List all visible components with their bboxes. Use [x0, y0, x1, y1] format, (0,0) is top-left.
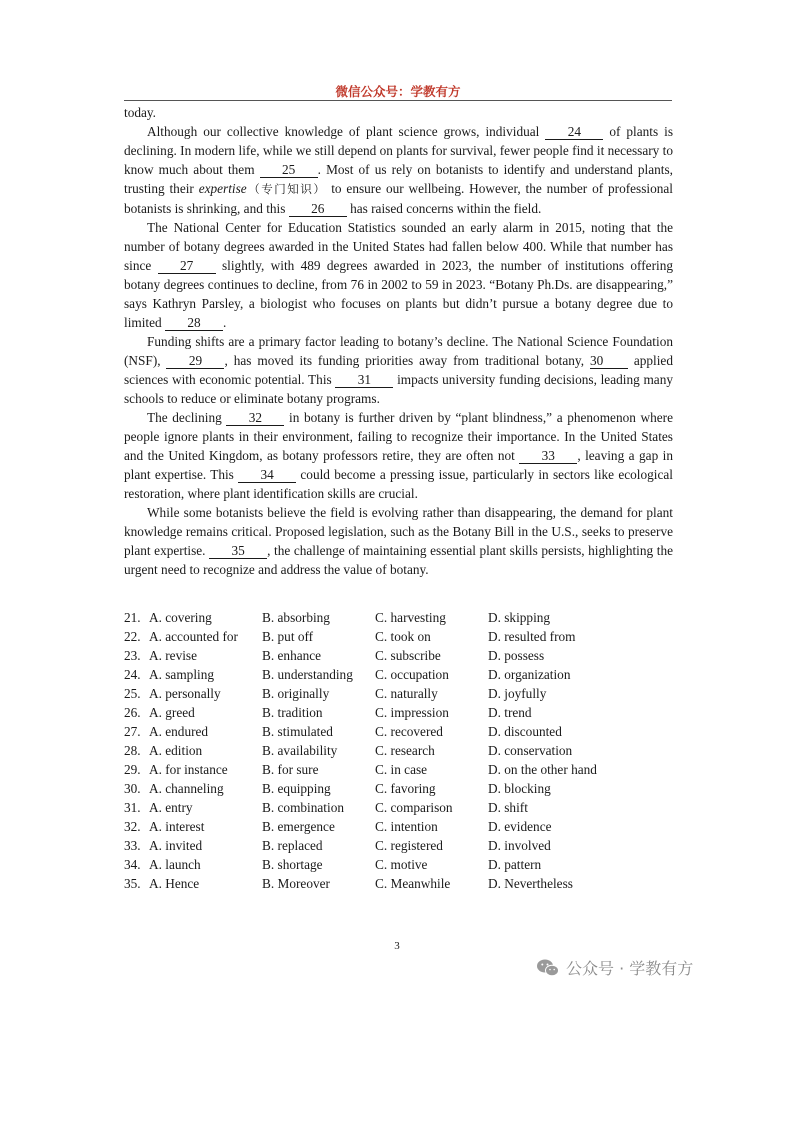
option-a: A. sampling — [149, 667, 215, 683]
option-a: A. endured — [149, 724, 209, 740]
option-row — [124, 666, 684, 685]
passage-text: could become a pressing issue, particularly in sectors like ecological restoration, where plant identification skills are crucial. — [124, 467, 673, 501]
passage-text: , leaving a gap in plant expertise. This — [124, 448, 674, 482]
blank-24: 24 — [545, 124, 603, 140]
passage-paragraph — [124, 122, 673, 218]
blank-26: 26 — [289, 201, 347, 217]
option-c: C. naturally — [375, 686, 438, 702]
option-a: A. channeling — [149, 780, 224, 796]
blank-27: 27 — [158, 258, 216, 274]
passage-text: of plants is declining. In modern life, while we still depend on plants for survival, fewer people find it necessary to know much about them — [124, 124, 673, 177]
blank-25: 25 — [260, 162, 318, 178]
blank-29: 29 — [166, 353, 224, 369]
option-number: 30. — [124, 780, 141, 796]
option-a: A. covering — [149, 610, 212, 626]
italic-term: expertise — [198, 181, 247, 196]
option-c: C. impression — [375, 705, 449, 721]
option-a: A. interest — [149, 818, 205, 834]
option-a: A. invited — [149, 837, 203, 853]
option-b: B. understanding — [262, 667, 353, 683]
option-row — [124, 855, 684, 874]
option-row — [124, 798, 684, 817]
option-number: 24. — [124, 667, 141, 683]
option-number: 31. — [124, 799, 141, 815]
option-number: 22. — [124, 629, 141, 645]
option-c: C. in case — [375, 761, 428, 777]
passage-text: While some botanists believe the field is evolving rather than disappearing, the demand for plant knowledge remains critical. Proposed legislation, such as the Botany Bill in the U.S., seeks to preserve plant expertise. — [124, 505, 673, 558]
option-c: C. occupation — [375, 667, 449, 683]
option-b: B. Moreover — [262, 875, 330, 891]
option-row — [124, 779, 684, 798]
option-c: C. intention — [375, 818, 438, 834]
option-row — [124, 761, 684, 780]
option-c: C. registered — [375, 837, 443, 853]
option-b: B. stimulated — [262, 724, 333, 740]
option-row — [124, 609, 684, 628]
option-row — [124, 836, 684, 855]
passage-text: . Most of us rely on botanists to identify and understand plants, trusting their — [124, 162, 673, 196]
option-a: A. launch — [149, 856, 201, 872]
passage-paragraph — [124, 103, 673, 122]
option-d: D. skipping — [488, 610, 551, 626]
blank-33: 33 — [519, 448, 577, 464]
option-d: D. pattern — [488, 856, 542, 872]
option-d: D. joyfully — [488, 686, 547, 702]
option-number: 35. — [124, 875, 141, 891]
passage-paragraph — [124, 332, 673, 408]
option-c: C. harvesting — [375, 610, 446, 626]
option-d: D. resulted from — [488, 629, 576, 645]
option-d: D. on the other hand — [488, 761, 597, 777]
option-row — [124, 628, 684, 647]
option-d: D. organization — [488, 667, 571, 683]
passage-text: today. — [124, 105, 157, 120]
option-c: C. Meanwhile — [375, 875, 451, 891]
option-d: D. possess — [488, 648, 545, 664]
option-number: 27. — [124, 724, 141, 740]
passage-text: . — [223, 315, 227, 330]
passage-text: The National Center for Education Statistics sounded an early alarm in 2015, noting that the number of botany degrees awarded in the United States had fallen below 400. While that number has since — [124, 220, 673, 273]
option-b: B. for sure — [262, 761, 319, 777]
option-row — [124, 817, 684, 836]
passage-paragraph — [124, 503, 673, 579]
option-number: 23. — [124, 648, 141, 664]
option-number: 32. — [124, 818, 141, 834]
option-a: A. entry — [149, 799, 193, 815]
option-b: B. enhance — [262, 648, 322, 664]
option-a: A. for instance — [149, 761, 228, 777]
header-divider — [124, 100, 672, 101]
option-d: D. trend — [488, 705, 532, 721]
blank-34: 34 — [238, 467, 296, 483]
option-row — [124, 723, 684, 742]
option-a: A. greed — [149, 705, 195, 721]
gloss-text: （专门知识） — [246, 182, 327, 196]
option-b: B. shortage — [262, 856, 323, 872]
passage-text: , has moved its funding priorities away from traditional botany, — [224, 353, 590, 368]
option-row — [124, 685, 684, 704]
blank-28: 28 — [165, 315, 223, 331]
option-number: 34. — [124, 856, 141, 872]
option-c: C. subscribe — [375, 648, 441, 664]
option-a: A. Hence — [149, 875, 200, 891]
option-b: B. equipping — [262, 780, 331, 796]
header-title: 微信公众号：学教有方 — [335, 85, 461, 99]
option-row — [124, 704, 684, 723]
passage-text: applied sciences with economic potential. This — [124, 353, 673, 387]
option-a: A. accounted for — [149, 629, 238, 645]
option-b: B. emergence — [262, 818, 335, 834]
option-a: A. edition — [149, 743, 203, 759]
blank-31: 31 — [335, 372, 393, 388]
wechat-icon — [536, 958, 560, 978]
option-c: C. took on — [375, 629, 431, 645]
option-d: D. blocking — [488, 780, 551, 796]
option-b: B. put off — [262, 629, 314, 645]
blank-35: 35 — [209, 543, 267, 559]
option-row — [124, 742, 684, 761]
option-c: C. favoring — [375, 780, 436, 796]
option-number: 33. — [124, 837, 141, 853]
option-b: B. tradition — [262, 705, 323, 721]
option-d: D. shift — [488, 799, 528, 815]
option-number: 21. — [124, 610, 141, 626]
watermark — [536, 956, 693, 979]
passage-text: impacts university funding decisions, leading many schools to reduce or eliminate botany programs. — [124, 372, 673, 406]
passage — [124, 103, 673, 579]
option-d: D. involved — [488, 837, 551, 853]
passage-text: to ensure our wellbeing. However, the number of professional botanists is shrinking, and this — [124, 181, 673, 216]
option-number: 29. — [124, 761, 141, 777]
option-b: B. originally — [262, 686, 330, 702]
option-d: D. discounted — [488, 724, 562, 740]
option-number: 26. — [124, 705, 141, 721]
option-b: B. combination — [262, 799, 344, 815]
option-a: A. personally — [149, 686, 221, 702]
option-b: B. replaced — [262, 837, 323, 853]
passage-text: Although our collective knowledge of plant science grows, individual — [147, 124, 546, 139]
passage-text: slightly, with 489 degrees awarded in 2023, the number of institutions offering botany degrees continues to decline, from 76 in 2002 to 59 in 2023. “Botany Ph.Ds. are disappearing,” says Kathryn Parsley, a biologist who focuses on plants but didn’t pursue a botany degree due to limited — [124, 258, 673, 330]
option-row — [124, 874, 684, 893]
option-d: D. Nevertheless — [488, 875, 573, 891]
option-c: C. research — [375, 743, 435, 759]
option-c: C. recovered — [375, 724, 443, 740]
option-number: 28. — [124, 743, 141, 759]
option-b: B. availability — [262, 743, 338, 759]
watermark-text: 公众号 · 学教有方 — [566, 959, 694, 978]
option-d: D. evidence — [488, 818, 552, 834]
blank-30: 30 — [590, 353, 628, 369]
answer-options — [124, 609, 684, 893]
option-c: C. comparison — [375, 799, 453, 815]
option-c: C. motive — [375, 856, 428, 872]
passage-text: has raised concerns within the field. — [346, 201, 542, 216]
passage-paragraph — [124, 218, 673, 332]
passage-paragraph — [124, 408, 673, 503]
passage-text: , the challenge of maintaining essential plant skills persists, highlighting the urgent need to recognize and address the value of botany. — [124, 543, 673, 577]
option-b: B. absorbing — [262, 610, 330, 626]
passage-text: Funding shifts are a primary factor leading to botany’s decline. The National Science Foundation (NSF), — [124, 334, 673, 368]
passage-text: in botany is further driven by “plant blindness,” a phenomenon where people ignore plants in their environment, failing to recognize their importance. In the United States and the United Kingdom, as botany professors retire, they are often not — [124, 410, 673, 463]
option-row — [124, 647, 684, 666]
page-number: 3 — [394, 940, 400, 952]
option-d: D. conservation — [488, 743, 573, 759]
blank-32: 32 — [226, 410, 284, 426]
passage-text: The declining — [147, 410, 227, 425]
option-a: A. revise — [149, 648, 197, 664]
option-number: 25. — [124, 686, 141, 702]
